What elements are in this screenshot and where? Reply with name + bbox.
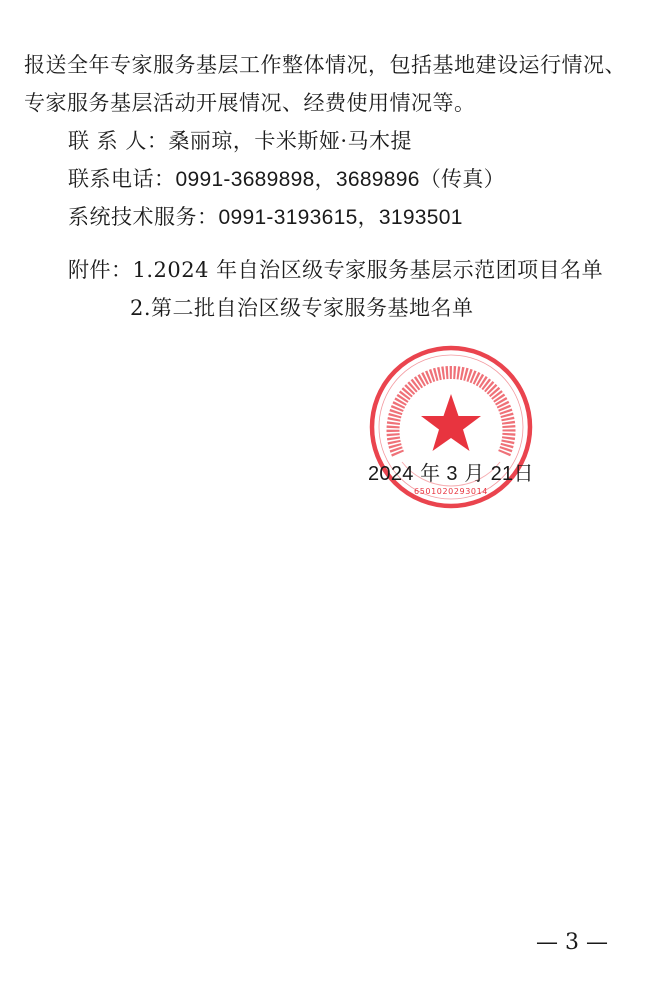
contact-phone-value: 0991-3689898，3689896（传真） <box>175 168 505 191</box>
body-paragraph-line-2: 专家服务基层活动开展情况、经费使用情况等。 <box>24 91 476 115</box>
tech-service-value: 0991-3193615，3193501 <box>218 206 463 229</box>
attachment-line-1 <box>68 256 603 284</box>
seal-serial: 6501020293014 <box>414 487 488 496</box>
attachment-label: 附件： <box>68 258 133 282</box>
date-day: 21 <box>490 463 514 485</box>
date-year-unit: 年 <box>420 461 441 485</box>
contact-person-value: 桑丽琼，卡米斯娅·马木提 <box>168 129 413 153</box>
date-month: 3 <box>446 463 458 485</box>
date-month-unit: 月 <box>464 461 485 485</box>
attachment-item-1: 1.2024 年自治区级专家服务基层示范团项目名单 <box>132 258 604 282</box>
date-year: 2024 <box>368 463 414 485</box>
tech-service-line <box>68 203 463 232</box>
tech-service-label: 系统技术服务： <box>68 205 219 229</box>
page-number: — 3 — <box>536 930 608 955</box>
contact-phone-line <box>68 165 505 194</box>
body-paragraph-line-1: 报送全年专家服务基层工作整体情况，包括基地建设运行情况、 <box>24 53 626 77</box>
contact-person-label: 联 系 人： <box>68 129 169 153</box>
seal-star-icon <box>421 394 481 451</box>
contact-person-line <box>68 127 412 155</box>
document-date <box>368 459 533 488</box>
date-day-unit: 日 <box>513 461 534 485</box>
contact-phone-label: 联系电话： <box>68 167 176 191</box>
attachment-item-2: 2.第二批自治区级专家服务基地名单 <box>130 296 474 320</box>
